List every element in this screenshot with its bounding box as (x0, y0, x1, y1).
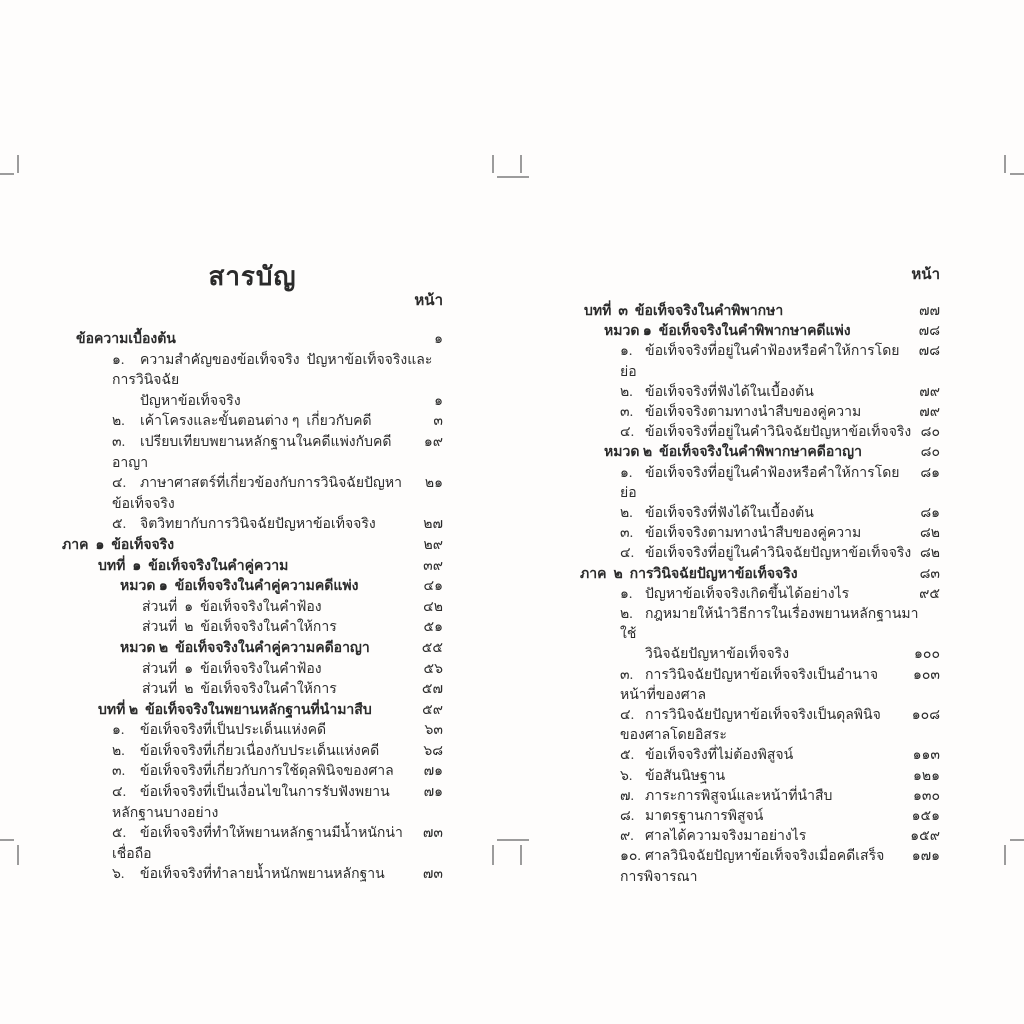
toc-entry-number: ๓. (112, 434, 126, 450)
toc-entry-label: บทที่ ๒ ข้อเท็จจริงในพยานหลักฐานที่นำมาสืบ (98, 702, 372, 718)
toc-entry-number: ๔. (620, 546, 635, 562)
toc-row (580, 666, 940, 706)
toc-row (62, 412, 443, 433)
toc-page-number: ๑๕๙ (910, 829, 940, 845)
toc-entry-label: ๕. ข้อเท็จจริงที่ทำให้พยานหลักฐานมีน้ำหนักน่าเชื่อถือ (112, 826, 403, 862)
toc-row (62, 721, 443, 742)
toc-entry-number: ๑๐. (620, 849, 641, 865)
toc-entry-label: ๔. ภาษาศาสตร์ที่เกี่ยวข้องกับการวินิจฉัยปัญหาข้อเท็จจริง (112, 476, 402, 512)
toc-row (62, 701, 443, 722)
toc-entry-label: ส่วนที่ ๑ ข้อเท็จจริงในคำฟ้อง (142, 599, 322, 615)
toc-page-number: ๘๐ (920, 445, 940, 461)
toc-row (580, 605, 940, 645)
toc-row (62, 824, 443, 865)
crop-mark-top-center-v2 (520, 155, 522, 173)
toc-entry-number: ๓. (112, 764, 126, 780)
toc-row (62, 392, 443, 413)
toc-row (62, 330, 443, 351)
toc-row (62, 639, 443, 660)
toc-entry-label: ๔. ข้อเท็จจริงที่อยู่ในคำวินิจฉัยปัญหาข้อเท็จจริง (580, 544, 911, 564)
toc-entry-number: ๔. (112, 476, 127, 492)
toc-row (62, 515, 443, 536)
toc-entry-label: วินิจฉัยปัญหาข้อเท็จจริง (645, 647, 790, 663)
toc-entry-label: ๑. ข้อเท็จจริงที่อยู่ในคำฟ้องหรือคำให้การโดยย่อ (620, 465, 900, 501)
toc-page-number: ๒๙ (423, 537, 443, 553)
toc-row (62, 557, 443, 578)
toc-entry-label: ๙. ศาลได้ความจริงมาอย่างไร (580, 827, 806, 847)
toc-page-number: ๑ (434, 332, 443, 347)
toc-page-number: ๑๕๑ (911, 809, 940, 825)
toc-entry-label: ๗. ภาระการพิสูจน์และหน้าที่นำสืบ (580, 787, 832, 807)
toc-page-number: ๑๐๘ (911, 708, 940, 724)
toc-row (580, 524, 940, 544)
toc-entry-label: ภาค ๑ ข้อเท็จจริง (62, 537, 175, 553)
toc-entry-label: ๑. ปัญหาข้อเท็จจริงเกิดขึ้นได้อย่างไร (580, 585, 849, 605)
toc-page-number: ๓ (433, 414, 443, 430)
toc-row (580, 565, 940, 585)
toc-entry-number: ๓. (620, 667, 634, 683)
toc-entry-number: ๘. (620, 809, 635, 825)
toc-row (62, 865, 443, 886)
toc-entry-label: ๘. มาตรฐานการพิสูจน์ (580, 807, 763, 827)
toc-entry-number: ๖. (112, 867, 125, 883)
toc-row (580, 787, 940, 807)
left-page (62, 256, 443, 886)
toc-row (580, 544, 940, 564)
toc-entry-number: ๕. (620, 748, 635, 764)
crop-mark-top-center-v1 (492, 155, 494, 173)
toc-entry-number: ๒. (620, 384, 633, 400)
toc-entry-number: ๒. (620, 607, 633, 623)
toc-entry-number: ๑. (112, 723, 125, 739)
toc-page-number: ๘๒ (919, 526, 940, 542)
toc-page-number: ๗๑ (423, 785, 443, 801)
toc-page-number: ๕๙ (422, 702, 443, 718)
toc-page-number: ๒๗ (423, 517, 443, 533)
toc-page-number: ๑ (434, 393, 443, 409)
toc-row (62, 660, 443, 681)
column-header-right: หน้า (911, 267, 940, 283)
toc-entry-label: ๔. ข้อเท็จจริงที่อยู่ในคำวินิจฉัยปัญหาข้อเท็จจริง (580, 423, 911, 443)
toc-entry-number: ๑. (620, 465, 633, 481)
toc-entry-number: ๔. (112, 785, 127, 801)
crop-mark-bottom-center-h (497, 839, 529, 841)
toc-row (62, 433, 443, 474)
toc-entry-number: ๒. (112, 414, 125, 430)
crop-mark-bottom-center-v2 (520, 845, 522, 865)
toc-entry-label: บทที่ ๑ ข้อเท็จจริงในคำคู่ความ (98, 558, 289, 574)
toc-page-number: ๑๙ (423, 434, 443, 450)
toc-page-number: ๗๙ (919, 384, 940, 400)
toc-row (580, 807, 940, 827)
toc-page-number: ๕๖ (423, 661, 443, 677)
toc-page-number: ๙๕ (919, 586, 940, 602)
toc-entry-number: ๓. (620, 405, 634, 421)
toc-entry-label: ๒. กฎหมายให้นำวิธีการในเรื่องพยานหลักฐานมาใช้ (620, 607, 919, 643)
toc-entry-number: ๙. (620, 829, 634, 845)
toc-entry-label: ส่วนที่ ๒ ข้อเท็จจริงในคำให้การ (142, 620, 337, 636)
toc-row (580, 403, 940, 423)
toc-page-number: ๑๑๓ (912, 748, 940, 764)
toc-page-number: ๒๑ (424, 476, 443, 492)
toc-entry-number: ๔. (620, 425, 635, 441)
toc-entry-label: ภาค ๒ การวินิจฉัยปัญหาข้อเท็จจริง (580, 566, 798, 582)
toc-page-number: ๘๑ (920, 506, 940, 522)
toc-entry-label: ๑. ข้อเท็จจริงที่เป็นประเด็นแห่งคดี (62, 721, 326, 742)
toc-page-number: ๓๙ (423, 558, 443, 574)
toc-page-number: ๘๑ (920, 465, 940, 481)
toc-entry-label: ๒. ข้อเท็จจริงที่ฟังได้ในเบื้องต้น (580, 383, 814, 403)
toc-row (580, 322, 940, 342)
toc-row (62, 351, 443, 392)
toc-entry-label: ส่วนที่ ๒ ข้อเท็จจริงในคำให้การ (142, 682, 337, 698)
crop-mark-bottom-right-h (1010, 839, 1024, 841)
toc-page-number: ๕๑ (423, 620, 443, 636)
toc-entry-label: ปัญหาข้อเท็จจริง (140, 393, 241, 409)
toc-entry-label: หมวด ๑ ข้อเท็จจริงในคำพิพากษาคดีแพ่ง (604, 324, 851, 340)
toc-page-number: ๖๘ (423, 743, 443, 759)
toc-entry-number: ๗. (620, 788, 635, 804)
toc-page-number: ๘๐ (920, 425, 940, 441)
toc-entry-label: ๓. ข้อเท็จจริงที่เกี่ยวกับการใช้ดุลพินิจของศาล (62, 762, 394, 783)
toc-entry-label: ๒. ข้อเท็จจริงที่ฟังได้ในเบื้องต้น (580, 504, 814, 524)
toc-page-number: ๑๐๓ (912, 667, 940, 683)
crop-mark-bottom-right-v (1004, 845, 1006, 865)
toc-row (580, 585, 940, 605)
toc-entry-label: ๒. เค้าโครงและขั้นตอนต่าง ๆ เกี่ยวกับคดี (62, 412, 372, 433)
toc-row (580, 847, 940, 887)
toc-entry-label: หมวด ๒ ข้อเท็จจริงในคำคู่ความคดีอาญา (120, 640, 370, 656)
toc-entry-label: ๓. ข้อเท็จจริงตามทางนำสืบของคู่ความ (580, 524, 861, 544)
toc-page-number: ๕๗ (421, 682, 443, 698)
toc-page-number: ๑๐๐ (914, 647, 940, 663)
crop-mark-top-center-h (497, 176, 529, 178)
toc-page-number: ๗๘ (918, 324, 940, 340)
toc-row (580, 423, 940, 443)
toc-row (580, 645, 940, 665)
toc-list-right (580, 302, 940, 888)
toc-entry-label: ข้อความเบื้องต้น (76, 332, 176, 347)
toc-page-number: ๗๘ (918, 344, 940, 360)
toc-row (580, 443, 940, 463)
toc-entry-number: ๒. (620, 506, 633, 522)
toc-entry-label: ๓. ข้อเท็จจริงตามทางนำสืบของคู่ความ (580, 403, 861, 423)
toc-entry-number: ๕. (112, 517, 127, 533)
toc-entry-number: ๓. (620, 526, 634, 542)
toc-entry-label: หมวด ๑ ข้อเท็จจริงในคำคู่ความคดีแพ่ง (120, 579, 359, 595)
toc-entry-label: ๖. ข้อเท็จจริงที่ทำลายน้ำหนักพยานหลักฐาน (62, 865, 385, 886)
right-page (580, 252, 940, 888)
toc-page-number: ๕๕ (421, 640, 443, 656)
toc-page-number: ๗๙ (919, 405, 940, 421)
crop-mark-bottom-center-v1 (492, 845, 494, 865)
toc-row (580, 706, 940, 746)
toc-page-number: ๑๒๑ (912, 768, 940, 784)
toc-list-left (62, 330, 443, 886)
toc-entry-label: ๕. จิตวิทยากับการวินิจฉัยปัญหาข้อเท็จจริง (62, 515, 376, 536)
crop-mark-top-right-v (1004, 155, 1006, 173)
toc-entry-label: บทที่ ๓ ข้อเท็จจริงในคำพิพากษา (584, 304, 784, 319)
toc-row (62, 536, 443, 557)
toc-row (62, 598, 443, 619)
toc-row (62, 783, 443, 824)
toc-entry-label: ๑. ข้อเท็จจริงที่อยู่ในคำฟ้องหรือคำให้การโดยย่อ (620, 344, 900, 380)
toc-row (62, 762, 443, 783)
toc-row (62, 577, 443, 598)
toc-page-number: ๔๑ (423, 579, 443, 595)
toc-page-number: ๑๓๐ (912, 788, 940, 804)
toc-entry-label: ๖. ข้อสันนิษฐาน (580, 767, 725, 787)
toc-row (580, 464, 940, 504)
crop-mark-bottom-left-h (0, 839, 14, 841)
toc-row (580, 504, 940, 524)
crop-mark-top-right-h (1010, 173, 1024, 175)
toc-entry-number: ๔. (620, 708, 635, 724)
toc-page-number: ๗๑ (423, 764, 443, 780)
toc-page-number: ๗๓ (422, 867, 443, 883)
toc-entry-label: หมวด ๒ ข้อเท็จจริงในคำพิพากษาคดีอาญา (604, 445, 862, 461)
toc-entry-number: ๖. (620, 768, 633, 784)
toc-entry-label: ๓. เปรียบเทียบพยานหลักฐานในคดีแพ่งกับคดีอาญา (112, 434, 392, 471)
toc-page-number: ๑๗๑ (911, 849, 940, 865)
toc-entry-number: ๒. (112, 743, 125, 759)
toc-row (62, 680, 443, 701)
column-header-left: หน้า (414, 293, 443, 309)
toc-row (580, 383, 940, 403)
toc-entry-label: ๔. ข้อเท็จจริงที่เป็นเงื่อนไขในการรับฟังพยานหลักฐานบางอย่าง (112, 785, 390, 821)
toc-page-number: ๗๗ (918, 304, 940, 319)
toc-entry-label: ๒. ข้อเท็จจริงที่เกี่ยวเนื่องกับประเด็นแห่งคดี (62, 742, 379, 763)
toc-entry-number: ๕. (112, 826, 127, 842)
toc-row (580, 746, 940, 766)
toc-entry-label: ๔. การวินิจฉัยปัญหาข้อเท็จจริงเป็นดุลพินิจของศาลโดยอิสระ (620, 708, 881, 744)
toc-entry-label: ๓. การวินิจฉัยปัญหาข้อเท็จจริงเป็นอำนาจหน้าที่ของศาล (620, 667, 879, 703)
toc-page-number: ๔๒ (423, 599, 443, 615)
crop-mark-top-left-v (17, 155, 19, 173)
toc-entry-number: ๑. (620, 586, 633, 602)
toc-entry-label: ๑. ความสำคัญของข้อเท็จจริง ปัญหาข้อเท็จจริงและการวินิจฉัย (112, 352, 433, 389)
toc-row (62, 474, 443, 515)
crop-mark-bottom-left-v (17, 845, 19, 865)
toc-entry-number: ๑. (112, 352, 125, 368)
toc-row (580, 302, 940, 322)
toc-row (580, 827, 940, 847)
toc-row (580, 342, 940, 382)
crop-mark-top-left-h (0, 173, 14, 175)
toc-page-number: ๗๓ (422, 826, 443, 842)
toc-entry-number: ๑. (620, 344, 633, 360)
toc-row (580, 767, 940, 787)
toc-page-number: ๖๓ (424, 723, 443, 739)
toc-page-number: ๘๓ (919, 566, 940, 582)
toc-entry-label: ๕. ข้อเท็จจริงที่ไม่ต้องพิสูจน์ (580, 746, 793, 766)
toc-entry-label: ๑๐. ศาลวินิจฉัยปัญหาข้อเท็จจริงเมื่อคดีเสร็จการพิจารณา (620, 849, 885, 885)
page-title: สารบัญ (208, 262, 297, 291)
toc-row (62, 618, 443, 639)
toc-row (62, 742, 443, 763)
toc-page-number: ๘๒ (919, 546, 940, 562)
toc-entry-label: ส่วนที่ ๑ ข้อเท็จจริงในคำฟ้อง (142, 661, 322, 677)
